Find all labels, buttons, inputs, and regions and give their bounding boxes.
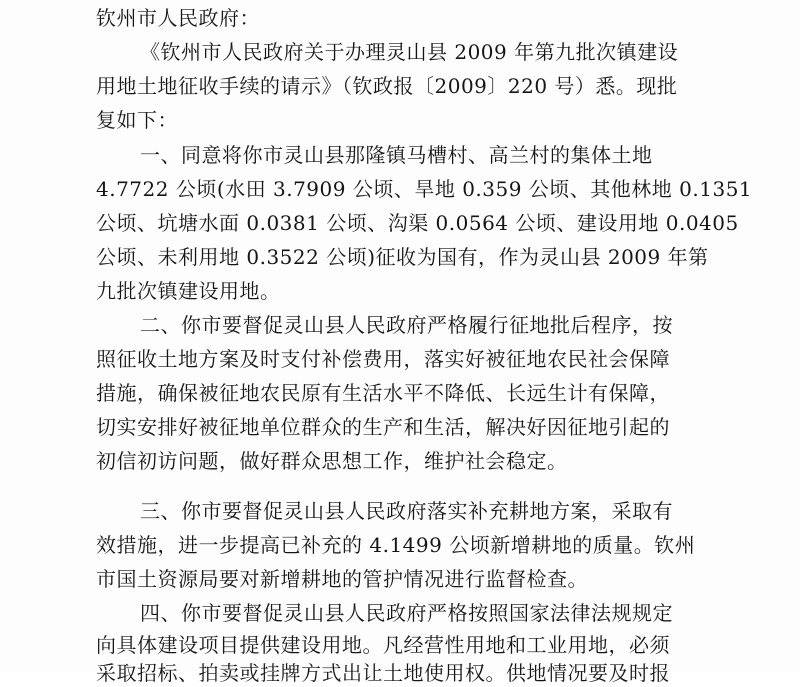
text-line: 公顷、坑塘水面 0.0381 公顷、沟渠 0.0564 公顷、建设用地 0.0405 — [96, 211, 739, 235]
text-line: 《钦州市人民政府关于办理灵山县 2009 年第九批次镇建设 — [140, 40, 679, 64]
text-line: 二、你市要督促灵山县人民政府严格履行征地批后程序，按 — [140, 313, 673, 337]
text-line: 采取招标、拍卖或挂牌方式出让土地使用权。供地情况要及时报 — [96, 661, 670, 685]
text-line: 市国土资源局要对新增耕地的管护情况进行监督检查。 — [96, 567, 588, 591]
text-line: 效措施，进一步提高已补充的 4.1499 公顷新增耕地的质量。钦州 — [96, 533, 696, 557]
text-line: 向具体建设项目提供建设用地。凡经营性用地和工业用地，必须 — [96, 633, 670, 657]
text-line: 三、你市要督促灵山县人民政府落实补充耕地方案，采取有 — [140, 499, 673, 523]
text-line: 四、你市要督促灵山县人民政府严格按照国家法律法规规定 — [140, 601, 673, 625]
addressee-line: 钦州市人民政府： — [96, 6, 260, 30]
text-line: 照征收土地方案及时支付补偿费用，落实好被征地农民社会保障 — [96, 347, 670, 371]
text-line: 复如下： — [96, 108, 178, 132]
text-line: 4.7722 公顷(水田 3.7909 公顷、旱地 0.359 公顷、其他林地 0.1351 — [96, 177, 753, 201]
text-line: 切实安排好被征地单位群众的生产和生活，解决好因征地引起的 — [96, 415, 670, 439]
text-line: 初信初访问题，做好群众思想工作，维护社会稳定。 — [96, 449, 568, 473]
text-line: 公顷、未利用地 0.3522 公顷)征收为国有，作为灵山县 2009 年第 — [96, 245, 709, 269]
text-line: 一、同意将你市灵山县那隆镇马槽村、高兰村的集体土地 — [140, 143, 653, 167]
text-line: 用地土地征收手续的请示》（钦政报〔2009〕220 号）悉。现批 — [96, 74, 678, 98]
text-line: 措施，确保被征地农民原有生活水平不降低、长远生计有保障， — [96, 381, 670, 405]
text-line: 九批次镇建设用地。 — [96, 279, 281, 303]
